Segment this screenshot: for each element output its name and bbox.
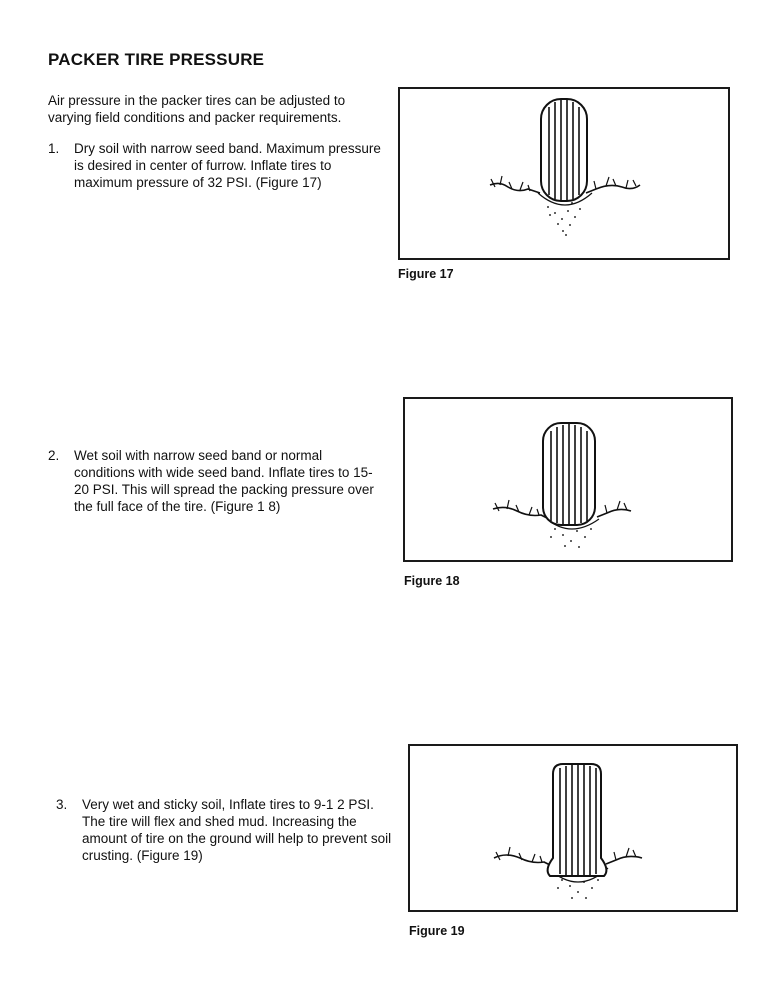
figure-19-caption: Figure 19 — [409, 924, 465, 938]
item-text: Very wet and sticky soil, Inflate tires to 9-1 2 PSI. The tire will flex and shed mud. Increasing the amount of tire on the ground will help to prevent soil crusting. (Figure 19) — [82, 797, 392, 863]
figure-18-caption: Figure 18 — [404, 574, 460, 588]
instruction-item-3 — [56, 796, 396, 866]
instruction-item-1 — [48, 140, 388, 200]
item-number: 3. — [56, 797, 68, 812]
item-number: 1. — [48, 141, 60, 156]
flexed-tire-icon — [410, 746, 736, 910]
figure-19-frame — [408, 744, 738, 912]
narrow-tire-icon — [400, 89, 728, 258]
item-number: 2. — [48, 448, 60, 463]
medium-tire-icon — [405, 399, 731, 560]
figure-17-caption: Figure 17 — [398, 267, 454, 281]
figure-18-frame — [403, 397, 733, 562]
instruction-item-2 — [48, 447, 388, 517]
item-text: Dry soil with narrow seed band. Maximum pressure is desired in center of furrow. Inflate tires to maximum pressure of 32 PSI. (Figure 17) — [74, 141, 381, 190]
item-text: Wet soil with narrow seed band or normal conditions with wide seed band. Inflate tires to 15-20 PSI. This will spread the packing pressure over the full face of the tire. (Figure 1 8) — [74, 448, 374, 514]
figure-17-frame — [398, 87, 730, 260]
page-title: PACKER TIRE PRESSURE — [48, 50, 265, 69]
intro-paragraph: Air pressure in the packer tires can be adjusted to varying field conditions and packer requirements. — [48, 93, 346, 125]
